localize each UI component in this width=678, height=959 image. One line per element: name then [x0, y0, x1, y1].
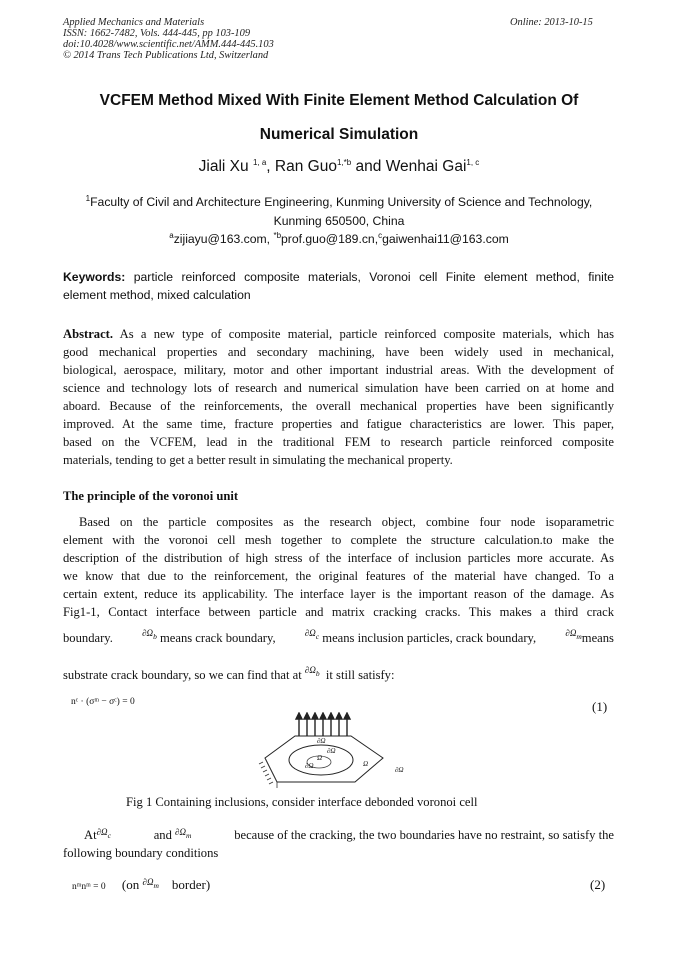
email-1: zijiayu@163.com, — [173, 232, 271, 247]
author-1: Jiali Xu — [198, 158, 249, 176]
doi-line: doi:10.4028/www.scientific.net/AMM.444-445.103 — [63, 39, 274, 50]
label-omega-t: ∂Ω — [395, 766, 404, 774]
online-date: Online: 2013-10-15 — [510, 17, 593, 28]
label-omega-b: ∂Ω — [317, 737, 326, 745]
paper-title-line-1: VCFEM Method Mixed With Finite Element Method Calculation Of — [99, 92, 579, 109]
author-3: Wenhai Gai — [385, 158, 467, 176]
equation-2: nᵐnᵐ = 0 (on $^{\partial\Omega_m}$ border) — [72, 877, 211, 892]
load-arrows — [296, 713, 350, 736]
author-emails: $^a$zijiayu@163.com, $^{*b}$prof.guo@189.cn,$^c$gaiwenhai11@163.com — [169, 231, 509, 247]
paper-title-line-2: Numerical Simulation — [259, 126, 419, 143]
section-body: Based on the particle composites as the research object, combine four node isoparametric element with the voronoi cell mesh together to complete the structure calculation.to make the description of the distribution of high stress of the interface of inclusion particles more accurate. As we know that due to the reinforcement, the original features of the material have changed. To a certain extent, reduce its applicability. The interface layer is the important reason of the damage. As Fig1-1, Contact interface between particle and matrix cracking cracks. This makes a third crack — [63, 515, 614, 619]
label-omega-c: ∂Ω — [327, 747, 336, 755]
abstract-label: Abstract. — [63, 327, 114, 341]
label-omega-inner: ∂Ω — [305, 762, 314, 770]
journal-header — [63, 17, 274, 61]
keywords-label: Keywords: — [63, 270, 126, 284]
substrate-line: substrate crack boundary, so we can find that at $^{\partial\Omega_b}$ it still satisfy: — [63, 665, 395, 682]
label-omega: Ω — [317, 754, 323, 762]
issn-line: ISSN: 1662-7482, Vols. 444-445, pp 103-109 — [63, 28, 251, 39]
equation-1: nᶜ · (σᵐ − σᶜ) = 0 — [71, 697, 135, 707]
boundary-definition-line: boundary. $^{\partial\Omega_b}$ means crack boundary, $^{\partial\Omega_c}$ means inclusion particles, crack boundary, $^{\partial\Omega_m}$means — [63, 628, 614, 645]
fixed-support-hatch — [259, 758, 277, 788]
voronoi-cell-figure — [255, 712, 415, 792]
author-line: Jiali Xu $^{1, a}$, Ran Guo$^{1,*b}$ and Wenhai Gai$^{1, c}$ — [198, 158, 480, 176]
section-heading: The principle of the voronoi unit — [63, 489, 239, 503]
boundary-condition-intro-line-2: following boundary conditions — [63, 846, 219, 860]
boundary-condition-intro: $At^{\partial\Omega_c}$ and $^{\partial\Omega_m}$ because of the cracking, the two boundaries have no restraint, so satisfy the — [84, 827, 614, 842]
email-3: gaiwenhai11@163.com — [382, 232, 509, 247]
keywords: Keywords: particle reinforced composite materials, Voronoi cell Finite element method, finite element method, mixed calculation — [63, 270, 614, 302]
figure-caption: Fig 1 Containing inclusions, consider interface debonded voronoi cell — [126, 795, 478, 809]
affiliation: $^1$Faculty of Civil and Architecture Engineering, Kunming University of Science and Technology, Kunming 650500, China — [85, 194, 593, 229]
equation-1-number: (1) — [592, 699, 608, 714]
equation-2-number: (2) — [590, 877, 606, 892]
abstract: Abstract. As a new type of composite material, particle reinforced composite materials, which has good mechanical properties and secondary machining, have been widely used in mechanical, biological, aerospace, military, motor and other important industrial areas. With the development of science and technology lots of research and numerical simulation have been carried on at home and aboard. Because of the reinforcements, the overall mechanical properties have been significantly improved. At the same time, fracture properties and fatigue characteristics are lower. This paper, based on the VCFEM, lead in the traditional FEM to research particle reinforced composite materials, tending to get a better result in simulating the mechanical property. — [63, 327, 614, 467]
author-2: Ran Guo — [274, 158, 337, 176]
email-2: prof.guo@189.cn, — [281, 232, 379, 247]
label-omega-m: Ω — [363, 760, 369, 768]
journal-name: Applied Mechanics and Materials — [63, 17, 205, 28]
copyright-line: © 2014 Trans Tech Publications Ltd, Switzerland — [63, 50, 269, 61]
